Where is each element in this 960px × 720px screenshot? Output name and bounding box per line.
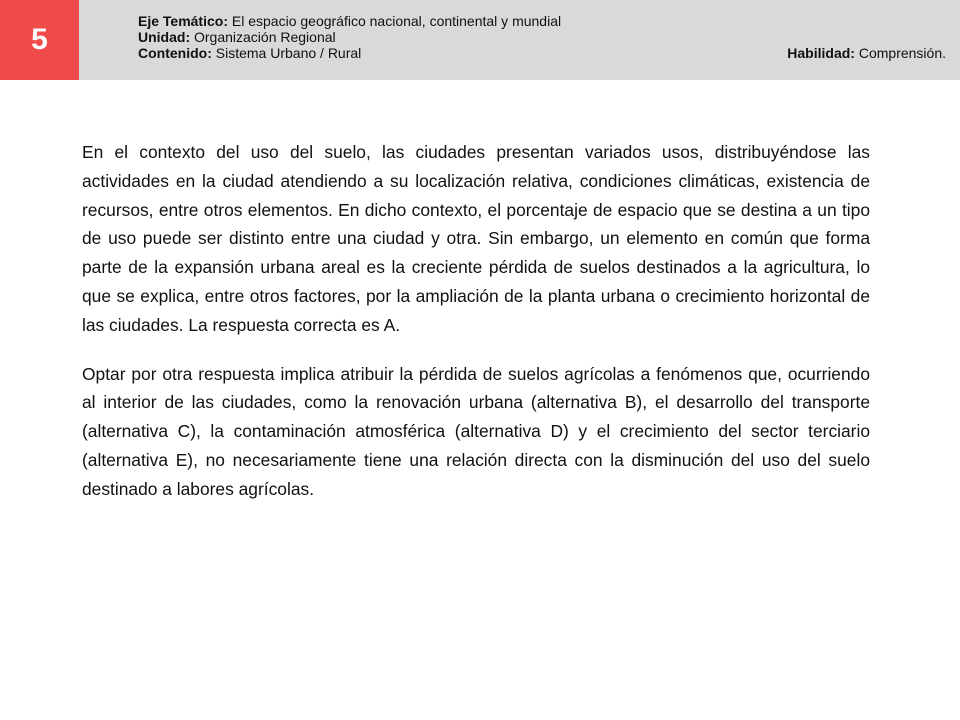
unidad-value: Organización Regional [194, 29, 336, 45]
habilidad-line [787, 45, 946, 61]
eje-tematico-line [138, 13, 561, 29]
question-number: 5 [31, 23, 48, 56]
header-meta [138, 13, 561, 61]
explanation-paragraph-1: En el contexto del uso del suelo, las ciudades presentan variados usos, distribuyéndose las actividades en la ciudad atendiendo a su localización relativa, condiciones climáticas, existencia de recursos, entre otros elementos. En dicho contexto, el porcentaje de espacio que se destina a un tipo de uso puede ser distinto entre una ciudad y otra. Sin embargo, un elemento en común que forma parte de la expansión urbana areal es la creciente pérdida de suelos destinados a la agricultura, lo que se explica, entre otros factores, por la ampliación de la planta urbana o crecimiento horizontal de las ciudades. La respuesta correcta es A. [82, 142, 870, 335]
habilidad-label: Habilidad: [787, 45, 855, 61]
unidad-label: Unidad: [138, 29, 191, 45]
habilidad-value: Comprensión. [858, 45, 946, 61]
eje-tematico-label: Eje Temático: [138, 13, 228, 29]
explanation-paragraph-2: Optar por otra respuesta implica atribuir la pérdida de suelos agrícolas a fenómenos que, ocurriendo al interior de las ciudades, como la renovación urbana (alternativa B), el desarrollo del transporte (alternativa C), la contaminación atmosférica (alternativa D) y el crecimiento del sector terciario (alternativa E), no necesariamente tiene una relación directa con la disminución del uso del suelo destinado a labores agrícolas. [82, 363, 870, 499]
explanation-body [82, 138, 870, 524]
eje-tematico-value: El espacio geográfico nacional, continental y mundial [231, 13, 562, 29]
question-number-badge [0, 0, 79, 80]
header-bar [0, 0, 960, 80]
unidad-line [138, 29, 561, 45]
contenido-line [138, 45, 561, 61]
contenido-label: Contenido: [138, 45, 212, 61]
contenido-value: Sistema Urbano / Rural [215, 45, 362, 61]
